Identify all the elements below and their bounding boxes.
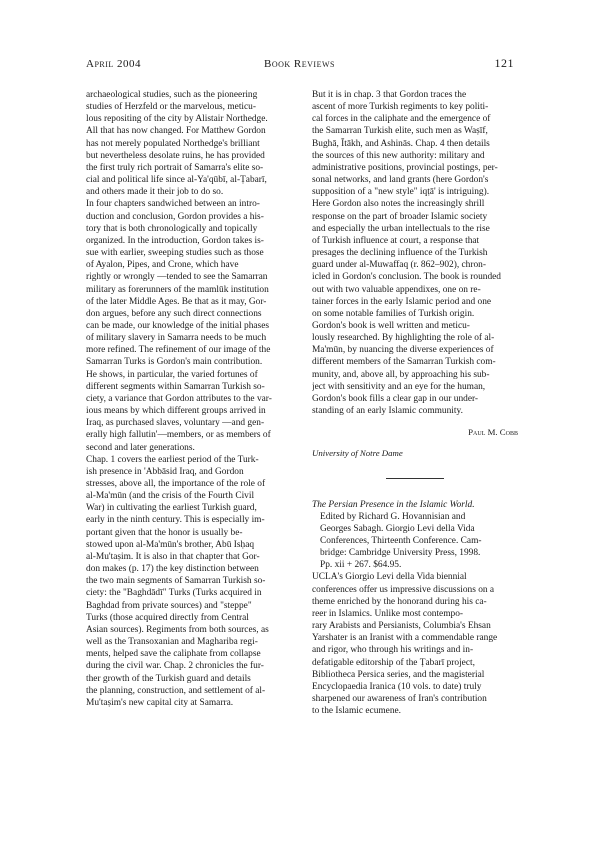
text-line: supposition of a "new style" iqṭā' is intriguing).: [312, 187, 490, 198]
text-line: stowed upon al-Ma'mūn's brother, Abū Isḥaq: [86, 539, 255, 550]
text-line: theme enriched by the honorand during his ca-: [312, 596, 487, 607]
text-line: well as the Transoxanian and Maghariba regi-: [86, 637, 258, 648]
text-line: tainer forces in the early Islamic period and one: [312, 296, 492, 307]
text-line: the sources of this new authority: military and: [312, 150, 485, 161]
text-line: rightly or wrongly —tended to see the Samarran: [86, 272, 268, 283]
text-line: He shows, in particular, the varied fortunes of: [86, 369, 258, 380]
right-column: [312, 89, 518, 717]
text-line: out with two valuable appendixes, one on re-: [312, 284, 481, 295]
text-line: more refined. The refinement of our image of the: [86, 345, 271, 356]
text-line: War) in cultivating the earliest Turkish guard,: [86, 503, 257, 514]
header-section-title: Book Reviews: [264, 58, 335, 70]
text-line: but nevertheless desolate ruins, he has provided: [86, 150, 265, 161]
text-line: of the later Middle Ages. Be that as it may, Gor-: [86, 296, 267, 307]
text-line: defatigable editorship of the Ṭabarī project,: [312, 657, 475, 668]
text-line: Mu'taṣim's new capital city at Samarra.: [86, 697, 234, 708]
text-line: lously researched. By highlighting the role of al-: [312, 333, 495, 344]
text-line: organized. In the introduction, Gordon takes is-: [86, 235, 264, 246]
text-line: Georges Sabagh. Giorgio Levi della Vida: [320, 523, 475, 534]
text-line: don makes (p. 17) the key distinction between: [86, 564, 259, 575]
text-line: different segments within Samarran Turkish so-: [86, 381, 265, 392]
text-line: on some notable families of Turkish origin.: [312, 308, 475, 319]
text-line: reer in Islamics. Unlike most contempo-: [312, 608, 464, 619]
page-number: 121: [494, 56, 514, 70]
text-line: Gordon's book is well written and meticu-: [312, 320, 470, 331]
text-line: second and later generations.: [86, 442, 195, 453]
text-line: don argues, before any such direct connections: [86, 308, 262, 319]
text-line: Pp. xii + 267. $64.95.: [320, 560, 402, 571]
text-line: archaeological studies, such as the pioneering: [86, 90, 258, 100]
text-line: of Turkish influence at court, a response that: [312, 235, 480, 246]
text-line: rary Arabists and Persianists, Columbia's Ehsan: [312, 621, 491, 632]
reviewer-affiliation: University of Notre Dame: [312, 448, 403, 459]
text-line: cal forces in the caliphate and the emergence of: [312, 114, 491, 125]
text-line: and especially the urban intellectuals to the rise: [312, 223, 490, 234]
text-line: sonal networks, and land grants (here Gordon's: [312, 175, 489, 186]
text-line: sharpened our awareness of Iran's contribution: [312, 694, 487, 705]
text-line: Bibliotheca Persica series, and the magisterial: [312, 669, 485, 680]
text-line: the planning, construction, and settlement of al-: [86, 685, 266, 696]
text-line: But it is in chap. 3 that Gordon traces the: [312, 90, 467, 100]
text-line: erally high fallutin'—members, or as members of: [86, 430, 271, 441]
book-title: The Persian Presence in the Islamic World.: [312, 499, 475, 510]
text-line: munity, and, above all, by approaching his sub-: [312, 369, 490, 380]
book-citation: [312, 511, 518, 572]
text-line: presages the declining influence of the Turkish: [312, 248, 488, 259]
section-divider: [386, 478, 444, 479]
text-line: Encyclopaedia Iranica (10 vols. to date) truly: [312, 681, 482, 692]
text-line: stresses, above all, the importance of the role of: [86, 479, 266, 489]
text-line: ascent of more Turkish regiments to key politi-: [312, 102, 489, 113]
text-line: ciety: the "Baghdādī" Turks (Turks acquired in: [86, 588, 262, 599]
text-line: Asian sources). Regiments from both sources, as: [86, 624, 269, 635]
text-line: ments, helped save the caliphate from collapse: [86, 649, 261, 660]
text-line: Baghdad from private sources) and "steppe": [86, 600, 252, 611]
text-line: different members of the Samarran Turkish com-: [312, 357, 496, 368]
text-line: ious means by which different groups arrived in: [86, 406, 266, 417]
text-line: ish presence in 'Abbāsid Iraq, and Gordon: [86, 466, 244, 477]
text-line: has not merely populated Northedge's brilliant: [86, 138, 260, 149]
text-line: lous repositing of the city by Alistair Northedge.: [86, 114, 268, 125]
text-line: early in the ninth century. This is especially im-: [86, 515, 265, 526]
text-line: the first truly rich portrait of Samarra's elite so-: [86, 162, 264, 173]
next-review-body: [312, 571, 518, 717]
text-line: and rigor, who through his writings and in-: [312, 645, 474, 656]
header-date: April 2004: [86, 58, 142, 70]
text-line: Yarshater is an Iranist with a commendable range: [312, 633, 498, 644]
text-line: al-Mu'taṣim. It is also in that chapter that Gor-: [86, 551, 260, 562]
text-line: Ma'mūn, by nuancing the diverse experiences of: [312, 345, 494, 356]
text-line: ciety, a variance that Gordon attributes to the var-: [86, 393, 272, 404]
text-line: Bughā, Ītākh, and Ashinās. Chap. 4 then details: [312, 138, 490, 149]
text-line: military as forerunners of the mamlūk institution: [86, 284, 269, 295]
text-line: standing of an early Islamic community.: [312, 406, 463, 417]
text-line: guard under al-Muwaffaq (r. 862–902), chron-: [312, 260, 486, 271]
text-line: duction and conclusion, Gordon provides a his-: [86, 211, 264, 222]
text-line: All that has now changed. For Matthew Gordon: [86, 126, 266, 137]
text-line: of Ayalon, Pipes, and Crone, which have: [86, 260, 239, 271]
text-line: Turks (those acquired directly from Central: [86, 612, 249, 623]
review-conclusion: [312, 89, 518, 417]
text-line: conferences offer us impressive discussions on a: [312, 584, 495, 595]
text-line: to the Islamic ecumene.: [312, 706, 402, 717]
text-line: tory that is both chronologically and topically: [86, 223, 258, 234]
text-line: the two main segments of Samarran Turkish so-: [86, 576, 266, 587]
text-line: Chap. 1 covers the earliest period of the Turk-: [86, 454, 259, 465]
text-line: bridge: Cambridge University Press, 1998.: [320, 548, 481, 559]
text-line: Edited by Richard G. Hovannisian and: [320, 511, 466, 522]
text-line: Conferences, Thirteenth Conference. Cam-: [320, 536, 482, 546]
text-line: studies of Herzfeld or the marvelous, meticu-: [86, 102, 256, 113]
text-line: can be made, our knowledge of the initial phases: [86, 320, 270, 331]
text-line: administrative positions, provincial postings, per-: [312, 162, 498, 173]
left-column: [86, 89, 291, 709]
running-header: [86, 58, 514, 74]
text-line: Samarran Turks is Gordon's main contribution.: [86, 357, 263, 368]
text-line: sue with earlier, sweeping studies such as those: [86, 248, 264, 259]
text-line: UCLA's Giorgio Levi della Vida biennial: [312, 572, 467, 583]
text-line: icled in Gordon's conclusion. The book is rounded: [312, 272, 501, 283]
text-line: response on the part of broader Islamic society: [312, 211, 488, 222]
next-review-heading: [312, 499, 518, 572]
text-line: ject with sensitivity and an eye for the human,: [312, 381, 486, 392]
text-line: Iraq, as purchased slaves, voluntary —and gen-: [86, 418, 265, 429]
text-line: portant given that the honor is usually be-: [86, 527, 243, 538]
text-line: during the civil war. Chap. 2 chronicles the fur-: [86, 661, 264, 672]
text-line: Here Gordon also notes the increasingly shrill: [312, 199, 485, 210]
text-line: In four chapters sandwiched between an intro-: [86, 199, 260, 210]
text-line: of military slavery in Samarra needs to be much: [86, 333, 267, 344]
text-line: and others made it their job to do so.: [86, 187, 224, 198]
text-line: Gordon's book fills a clear gap in our under-: [312, 393, 479, 404]
text-line: cial and political life since al-Ya'qūbī, al-Ṭabarī,: [86, 175, 267, 186]
text-line: ther growth of the Turkish guard and details: [86, 673, 251, 684]
text-line: al-Ma'mūn (and the crisis of the Fourth Civil: [86, 491, 255, 502]
reviewer-signature: Paul M. Cobb: [468, 427, 518, 438]
text-line: the Samarran Turkish elite, such men as Waṣīf,: [312, 126, 488, 137]
